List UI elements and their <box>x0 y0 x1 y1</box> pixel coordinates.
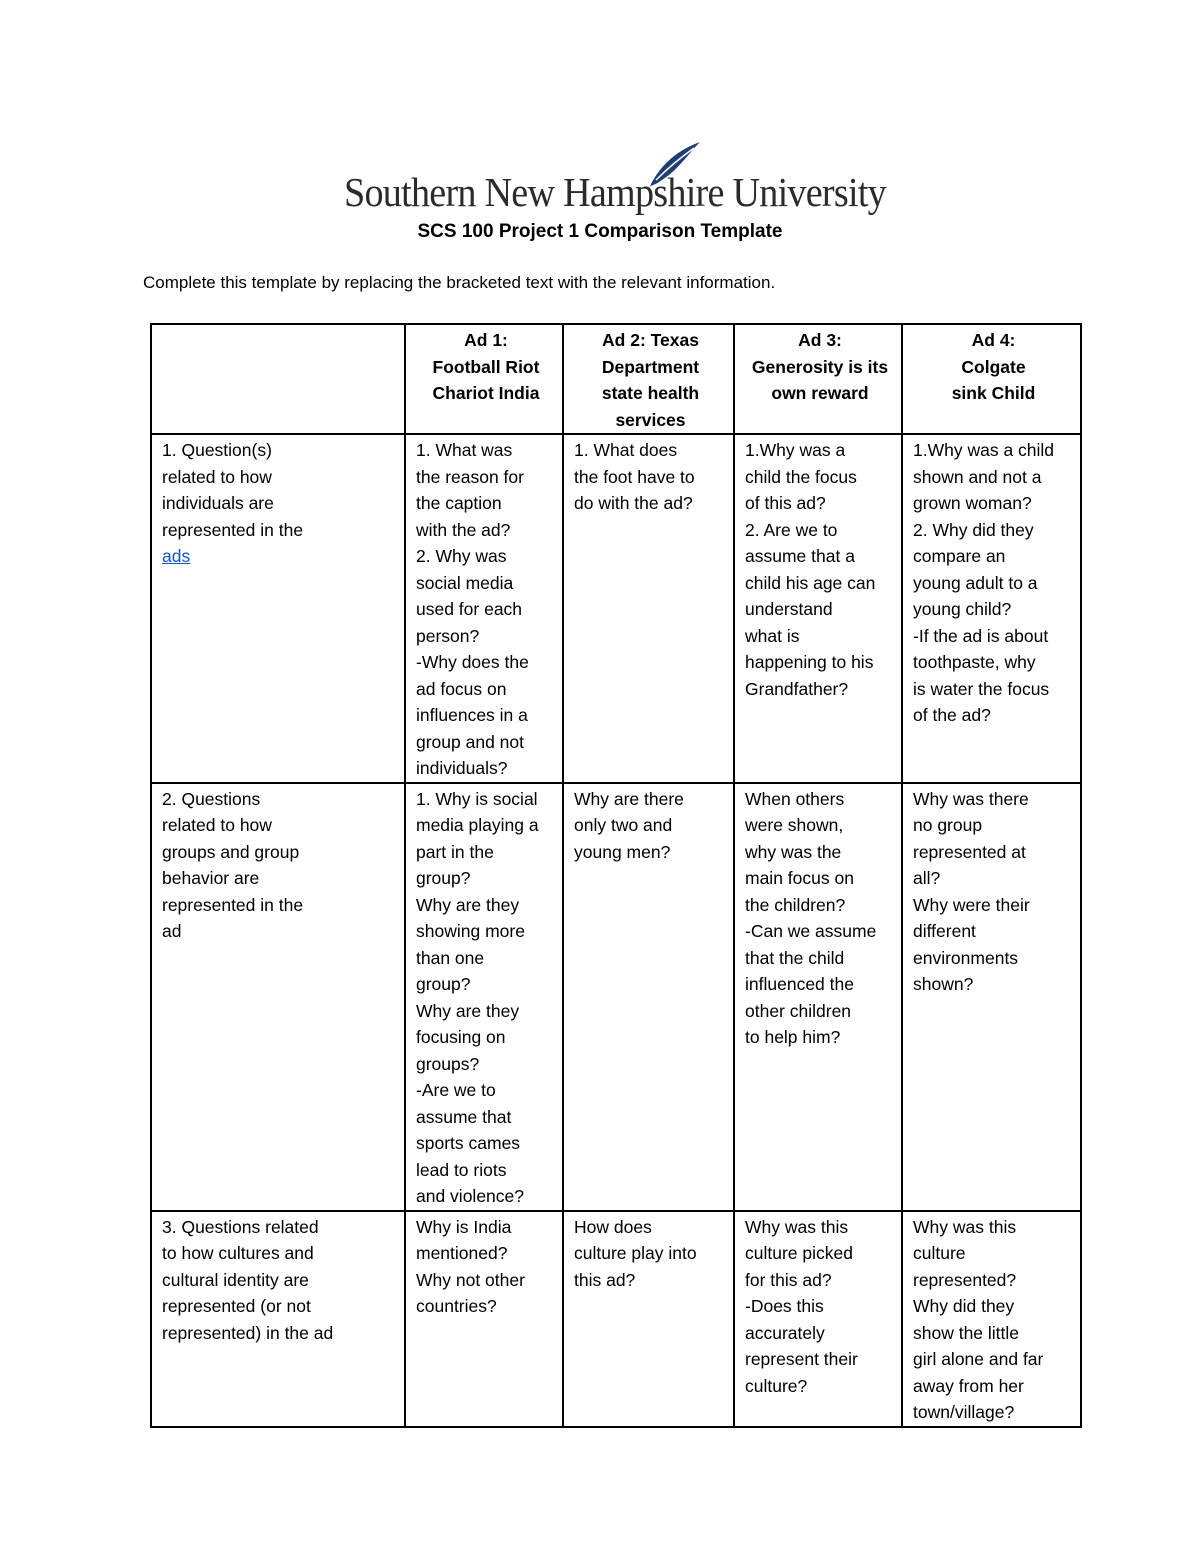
cell-line: Why were their <box>913 894 1030 915</box>
cell-line: group and not <box>416 731 525 752</box>
instructions-text: Complete this template by replacing the bracketed text with the relevant information. <box>143 273 776 292</box>
cell-line: cultural identity are <box>162 1269 309 1290</box>
cell-line: show the little <box>913 1322 1020 1343</box>
cell-line: Why did they <box>913 1296 1015 1316</box>
cell-line: young child? <box>913 599 1012 619</box>
page-title: SCS 100 Project 1 Comparison Template <box>417 221 783 242</box>
comparison-table <box>150 323 1082 1428</box>
cell-line: 2. Questions <box>162 788 261 809</box>
row-label-cultures <box>151 1211 405 1427</box>
header-line: Football Riot <box>432 356 540 377</box>
cell-line: Grandfather? <box>745 678 849 699</box>
cell-line: focusing on <box>416 1027 506 1047</box>
cell-line: 2. Why was <box>416 546 507 566</box>
cell-line: Why are they <box>416 1000 520 1021</box>
table-row <box>151 783 1081 1211</box>
cell-line: were shown, <box>745 815 844 835</box>
cell-line: other children <box>745 1000 852 1021</box>
cell-line: culture <box>913 1243 966 1263</box>
cell-line: assume that a <box>745 546 855 566</box>
table-cell <box>563 783 734 1211</box>
header-ad-3 <box>734 324 902 434</box>
cell-line: represented at <box>913 841 1026 862</box>
row-label-line: related to how <box>162 466 272 487</box>
table-row <box>151 1211 1081 1427</box>
cell-line: -Does this <box>745 1296 824 1316</box>
cell-line: assume that <box>416 1106 512 1127</box>
cell-line: related to how <box>162 815 272 835</box>
cell-line: compare an <box>913 546 1006 566</box>
cell-line: this ad? <box>574 1269 636 1290</box>
cell-line: behavior are <box>162 868 260 888</box>
header-ad-2 <box>563 324 734 434</box>
cell-line: represented? <box>913 1269 1017 1290</box>
university-logo <box>344 140 887 220</box>
cell-line: that the child <box>745 947 845 968</box>
cell-line: Why is India <box>416 1216 512 1237</box>
cell-line: the foot have to <box>574 466 695 487</box>
table-cell <box>734 1211 902 1427</box>
cell-line: -Can we assume <box>745 921 877 941</box>
row-label-line: represented in the <box>162 519 304 540</box>
cell-line: -Are we to <box>416 1080 496 1100</box>
cell-line: child the focus <box>745 466 857 487</box>
header-line: Generosity is its <box>751 356 889 377</box>
cell-line: Why was this <box>913 1216 1017 1237</box>
cell-line: to help him? <box>745 1027 841 1047</box>
cell-line: used for each <box>416 599 523 619</box>
table-cell <box>563 1211 734 1427</box>
header-line: Ad 4: <box>971 330 1016 350</box>
cell-line: the caption <box>416 493 502 513</box>
cell-line: represented in the <box>162 894 304 915</box>
cell-line: -Why does the <box>416 652 529 672</box>
cell-line: 1. Why is social <box>416 788 538 809</box>
table-cell <box>902 1211 1081 1427</box>
cell-line: accurately <box>745 1322 825 1343</box>
cell-line: group? <box>416 974 471 994</box>
cell-line: 2. Are we to <box>745 519 838 540</box>
cell-line: to how cultures and <box>162 1243 314 1263</box>
table-cell <box>734 783 902 1211</box>
cell-line: represent their <box>745 1349 858 1369</box>
cell-line: culture picked <box>745 1243 853 1263</box>
row-label-prefix: 1. <box>162 440 182 460</box>
cell-line: away from her <box>913 1375 1024 1396</box>
cell-line: groups? <box>416 1053 480 1074</box>
cell-line: 1.Why was a <box>745 440 846 460</box>
cell-line: girl alone and far <box>913 1349 1044 1369</box>
cell-line: young men? <box>574 841 671 862</box>
cell-line: media playing a <box>416 815 539 835</box>
cell-line: part in the <box>416 841 494 862</box>
header-line: Ad 1: <box>464 330 508 350</box>
cell-line: 1. What was <box>416 440 513 460</box>
cell-line: represented) in the ad <box>162 1322 334 1343</box>
cell-line: -If the ad is about <box>913 625 1049 646</box>
cell-line: grown woman? <box>913 493 1032 513</box>
table-cell <box>405 1211 563 1427</box>
cell-line: of the ad? <box>913 705 991 725</box>
cell-line: countries? <box>416 1296 497 1316</box>
cell-line: influenced the <box>745 974 854 994</box>
cell-line: no group <box>913 815 983 835</box>
cell-line: happening to his <box>745 652 874 672</box>
cell-line: main focus on <box>745 868 854 888</box>
cell-line: When others <box>745 788 845 809</box>
cell-line: 1.Why was a child <box>913 440 1055 460</box>
cell-line: 3. Questions related <box>162 1216 319 1237</box>
cell-line: groups and group <box>162 841 300 862</box>
cell-line: shown and not a <box>913 466 1042 487</box>
cell-line: and violence? <box>416 1186 524 1206</box>
cell-line: Why are there <box>574 788 684 809</box>
cell-line: environments <box>913 947 1019 968</box>
cell-line: child his age can <box>745 572 876 593</box>
cell-line: 2. Why did they <box>913 519 1034 540</box>
header-line: Department <box>601 356 700 377</box>
ads-link[interactable]: ads <box>162 546 191 566</box>
table-cell <box>563 434 734 783</box>
cell-line: ad focus on <box>416 678 507 699</box>
header-ad-4 <box>902 324 1081 434</box>
row-label-line: individuals are <box>162 493 274 513</box>
header-ad-1 <box>405 324 563 434</box>
cell-line: understand <box>745 599 833 619</box>
header-line: sink Child <box>951 383 1036 403</box>
table-cell <box>405 434 563 783</box>
cell-line: influences in a <box>416 705 528 725</box>
cell-line: shown? <box>913 974 974 994</box>
cell-line: culture play into <box>574 1243 697 1263</box>
cell-line: lead to riots <box>416 1159 507 1180</box>
header-line: Colgate <box>961 356 1026 377</box>
cell-line: showing more <box>416 921 525 941</box>
header-line: Ad 3: <box>798 330 842 350</box>
row-label-groups <box>151 783 405 1211</box>
row-label-line-text: Question(s) <box>181 440 272 460</box>
table-header-row <box>151 324 1081 434</box>
cell-line: ad <box>162 921 182 941</box>
logo-wordmark: Southern New Hampshire University <box>344 169 887 215</box>
cell-line: the reason for <box>416 466 524 487</box>
cell-line: with the ad? <box>416 519 511 540</box>
cell-line: Why not other <box>416 1269 525 1290</box>
cell-line: culture? <box>745 1375 808 1396</box>
cell-line: toothpaste, why <box>913 652 1036 672</box>
cell-line: Why are they <box>416 894 520 915</box>
cell-line: young adult to a <box>913 572 1038 593</box>
cell-line: sports cames <box>416 1133 521 1153</box>
cell-line: all? <box>913 868 941 888</box>
cell-line: 1. What does <box>574 440 678 460</box>
header-line: Ad 2: Texas <box>602 330 699 350</box>
cell-line: is water the focus <box>913 678 1050 699</box>
row-label-individuals <box>151 434 405 783</box>
cell-line: town/village? <box>913 1402 1015 1422</box>
cell-line: why was the <box>745 841 842 862</box>
cell-line: than one <box>416 947 485 968</box>
cell-line: social media <box>416 572 514 593</box>
cell-line: the children? <box>745 894 846 915</box>
table-cell <box>902 783 1081 1211</box>
header-line: own reward <box>771 383 869 403</box>
table-cell <box>734 434 902 783</box>
cell-line: what is <box>745 625 800 646</box>
header-line: Chariot India <box>432 383 540 403</box>
table-cell <box>405 783 563 1211</box>
header-line: services <box>615 409 686 430</box>
cell-line: do with the ad? <box>574 493 693 513</box>
cell-line: group? <box>416 868 471 888</box>
cell-line: only two and <box>574 815 673 835</box>
cell-line: individuals? <box>416 758 508 778</box>
table-row <box>151 434 1081 783</box>
header-line: state health <box>601 383 700 403</box>
cell-line: different <box>913 921 976 941</box>
cell-line: person? <box>416 625 480 646</box>
cell-line: for this ad? <box>745 1269 832 1290</box>
cell-line: Why was there <box>913 788 1029 809</box>
row-label-line <box>162 437 398 464</box>
leaf-icon <box>644 140 704 188</box>
table-cell <box>902 434 1081 783</box>
cell-line: of this ad? <box>745 493 826 513</box>
cell-line: represented (or not <box>162 1296 311 1316</box>
header-empty-cell <box>151 324 405 434</box>
cell-line: mentioned? <box>416 1243 508 1263</box>
cell-line: How does <box>574 1216 652 1237</box>
cell-line: Why was this <box>745 1216 849 1237</box>
